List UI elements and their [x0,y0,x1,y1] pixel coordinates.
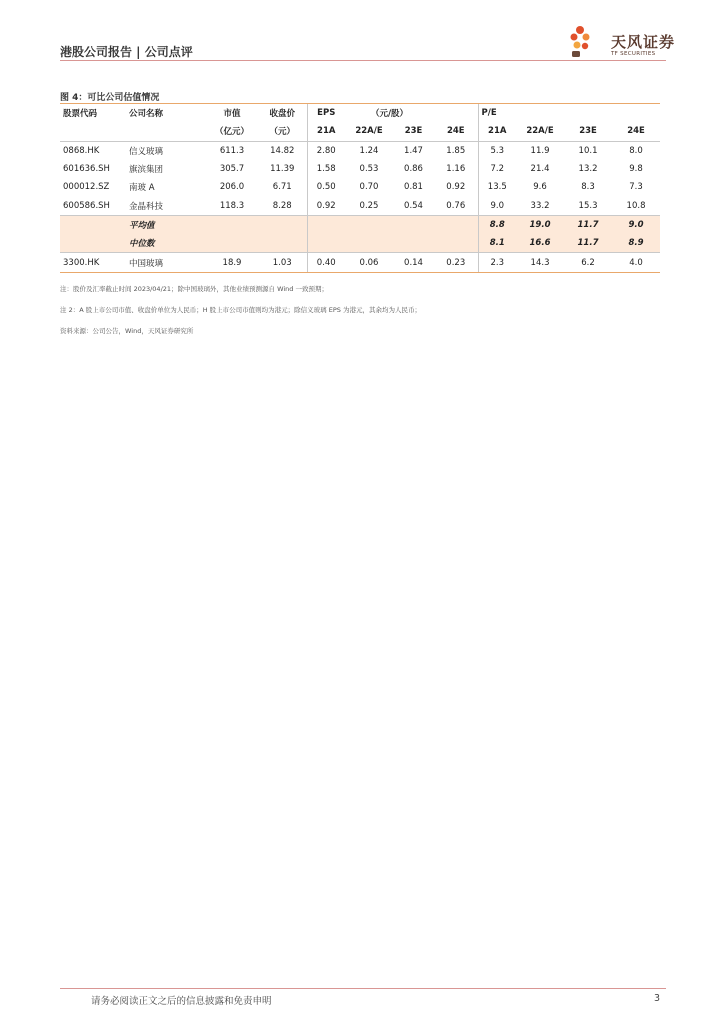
stat-blank [434,234,478,253]
cell-pe: 13.5 [478,178,516,196]
cell-name: 信义玻璃 [129,146,164,157]
cell-eps: 1.24 [359,145,379,156]
table-header-row-1 [60,104,660,122]
cell-pe: 7.3 [629,182,643,193]
cell-pe: 8.0 [629,145,643,156]
header-blank [434,104,478,122]
stat-blank [206,215,258,234]
cell-eps: 0.25 [359,200,379,211]
cell-eps: 0.86 [404,164,423,175]
cell-eps: 0.54 [404,200,423,211]
stat-pe: 8.8 [478,215,516,234]
stat-blank [60,234,126,253]
header-eps-21a: 21A [307,122,345,141]
header-eps-unit: （元/股） [370,109,409,120]
cell-name: 金晶科技 [129,201,164,212]
stat-row-average [60,215,660,234]
stat-blank [307,215,345,234]
cell-cap: 305.7 [219,164,245,175]
stat-blank [307,234,345,253]
header-blank [612,104,660,122]
cell-price: 6.71 [272,182,292,193]
cell-cap: 206.0 [219,182,245,193]
header-blank [126,122,206,141]
cell-price: 1.03 [258,253,307,272]
stat-blank [258,215,307,234]
cell-code: 0868.HK [63,145,100,156]
header-cap-unit: （亿元） [206,122,258,141]
cell-pe: 10.1 [578,145,598,156]
cell-code: 000012.SZ [63,182,110,193]
stat-blank [258,234,307,253]
stat-blank [434,215,478,234]
header-eps-22ae: 22A/E [345,122,393,141]
cell-name: 南玻 A [129,183,155,194]
header-blank [564,104,612,122]
stat-blank [60,215,126,234]
cell-eps: 0.76 [446,200,466,211]
cell-pe: 6.2 [564,253,612,272]
cell-pe: 9.0 [478,196,516,215]
cell-eps: 0.81 [404,182,423,193]
cell-price: 14.82 [270,145,295,156]
cell-eps: 0.53 [359,164,379,175]
stat-blank [393,234,434,253]
cell-cap: 118.3 [219,200,245,211]
footer-disclaimer: 请务必阅读正文之后的信息披露和免责申明 [91,996,272,1007]
brand-name: 天风证券 [611,33,676,51]
cell-eps: 0.06 [345,253,393,272]
header-price-unit: （元） [258,122,307,141]
stat-pe: 11.7 [564,234,612,253]
valuation-table [60,104,660,273]
cell-pe: 7.2 [478,160,516,178]
header-pe-23e: 23E [564,122,612,141]
cell-pe: 14.3 [516,253,564,272]
header-blank [516,104,564,122]
stat-row-median [60,234,660,253]
cell-pe: 13.2 [578,164,598,175]
cell-pe: 33.2 [530,200,550,211]
stat-pe: 19.0 [516,215,564,234]
cell-eps: 0.40 [307,253,345,272]
cell-eps: 1.85 [446,145,466,156]
cell-eps: 1.16 [446,164,466,175]
page-number: 3 [654,993,661,1004]
stat-pe: 9.0 [612,215,660,234]
cell-cap: 18.9 [206,253,258,272]
cell-eps: 0.50 [307,178,345,196]
table-row [60,160,660,178]
cell-pe: 9.6 [533,182,547,193]
cell-eps: 0.92 [307,196,345,215]
table-row [60,141,660,160]
cell-code: 3300.HK [60,253,126,272]
cell-name: 中国玻璃 [126,253,206,272]
stat-blank [345,215,393,234]
header-blank [60,122,126,141]
stat-label: 中位数 [126,234,206,253]
header-pe-24e: 24E [612,122,660,141]
cell-eps: 0.92 [446,182,466,193]
table-note-2: 注 2：A 股上市公司市值、收盘价单位为人民币；H 股上市公司市值则均为港元；除信义玻璃 EPS 为港元，其余均为人民币； [60,306,421,314]
table-row [60,178,660,196]
cell-eps: 0.14 [393,253,434,272]
header-eps-23e: 23E [393,122,434,141]
figure-caption: 图 4：可比公司估值情况 [60,93,160,103]
cell-eps: 2.80 [307,141,345,160]
header-price: 收盘价 [269,109,295,120]
header-cap: 市值 [223,109,241,120]
cell-pe: 10.8 [626,200,646,211]
cell-eps: 1.47 [404,145,423,156]
stat-pe: 8.1 [478,234,516,253]
logo-flower-icon [571,26,590,57]
table-header-row-2 [60,122,660,141]
cell-price: 11.39 [270,164,295,175]
header-eps-24e: 24E [434,122,478,141]
cell-price: 8.28 [272,200,292,211]
cell-pe: 21.4 [530,164,550,175]
source-note: 资料来源：公司公告，Wind，天风证券研究所 [60,327,194,335]
stat-label: 平均值 [126,215,206,234]
cell-pe: 15.3 [578,200,598,211]
header-name: 公司名称 [129,109,164,120]
header-pe-21a: 21A [478,122,516,141]
cell-pe: 9.8 [629,164,643,175]
cell-pe: 8.3 [581,182,595,193]
cell-pe: 4.0 [612,253,660,272]
header-pe-22ae: 22A/E [516,122,564,141]
cell-pe: 2.3 [478,253,516,272]
cell-code: 600586.SH [63,200,110,211]
cell-code: 601636.SH [63,164,110,175]
cell-eps: 0.70 [359,182,379,193]
table-row [60,196,660,215]
stat-pe: 11.7 [564,215,612,234]
stat-blank [345,234,393,253]
header-pe: P/E [478,104,516,122]
header-title: 港股公司报告 | 公司点评 [60,45,193,59]
cell-eps: 1.58 [307,160,345,178]
brand-subtitle: TF SECURITIES [611,51,656,57]
stat-pe: 8.9 [612,234,660,253]
stat-blank [206,234,258,253]
target-row [60,253,660,272]
footer-divider [60,988,666,989]
stat-blank [393,215,434,234]
cell-name: 旗滨集团 [129,165,164,176]
header-eps: EPS [307,104,345,122]
stat-pe: 16.6 [516,234,564,253]
cell-eps: 0.23 [434,253,478,272]
cell-pe: 11.9 [530,145,550,156]
cell-pe: 5.3 [478,141,516,160]
table-note-1: 注：股价及汇率截止时间 2023/04/21；除中国玻璃外，其他业绩预测源自 Wind 一致预期； [60,285,328,293]
cell-cap: 611.3 [219,145,245,156]
header-code: 股票代码 [63,109,98,120]
